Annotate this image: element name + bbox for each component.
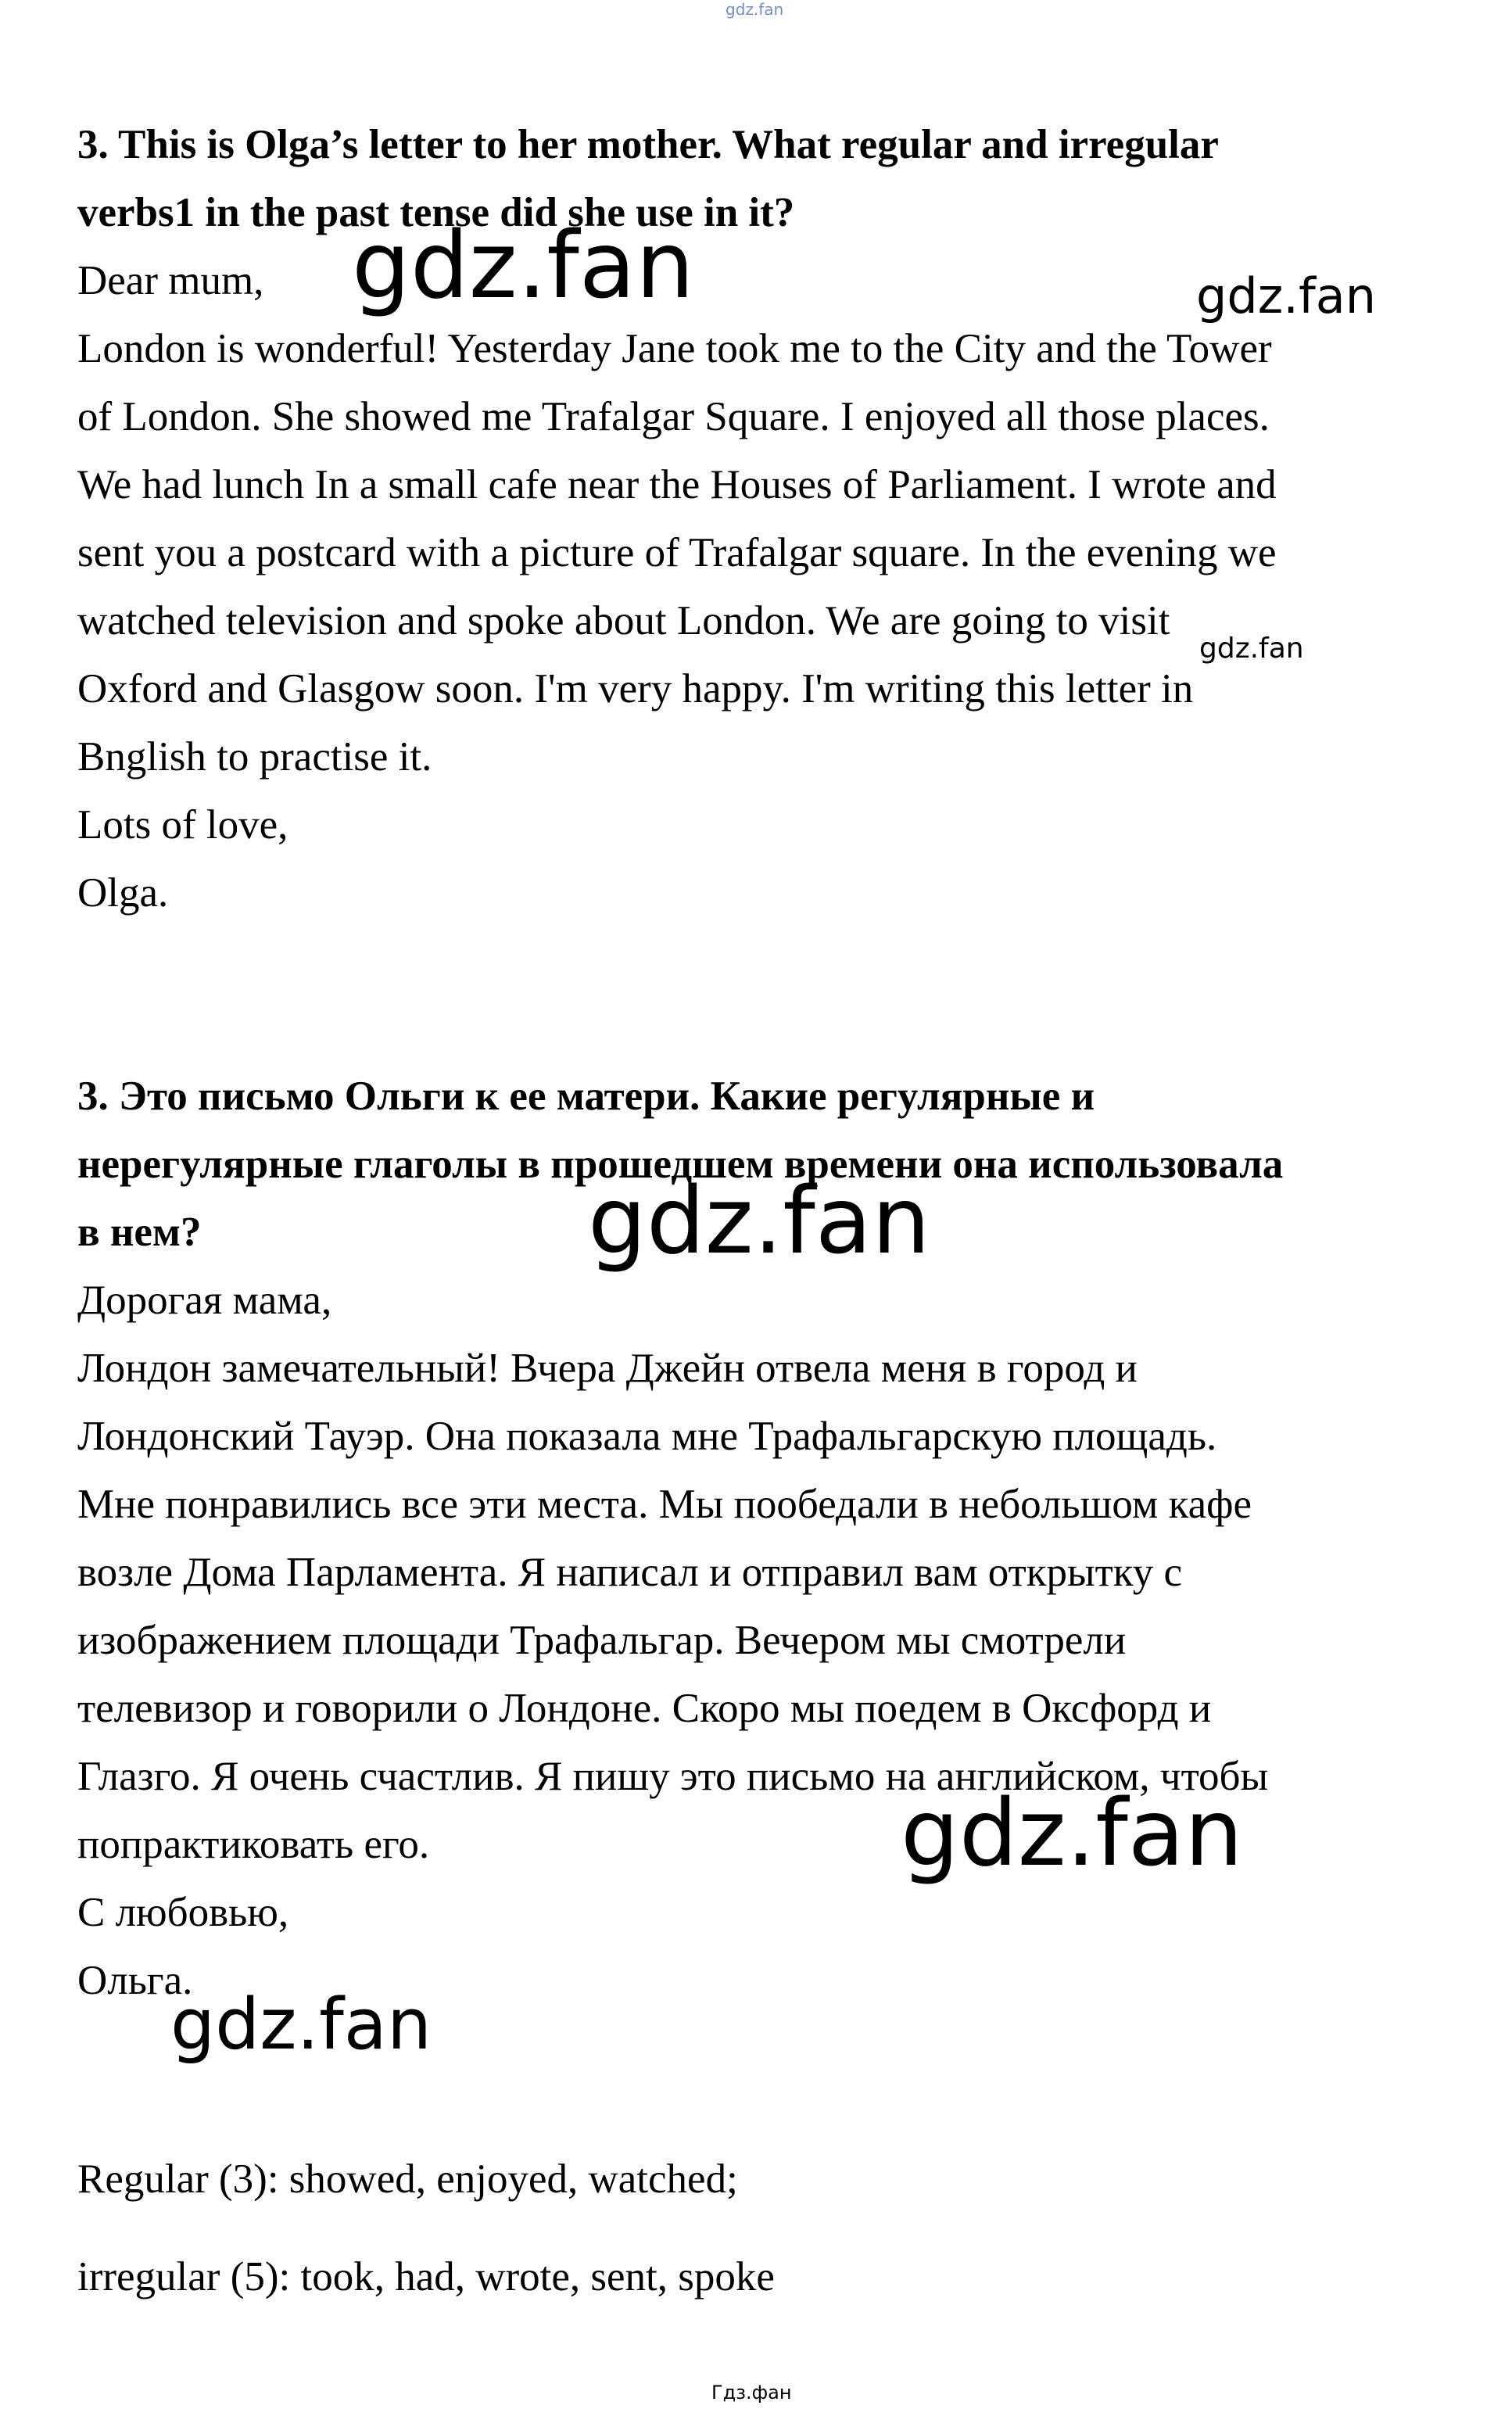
english-body-line-3: of London. She showed me Trafalgar Square. I enjoyed all those places. xyxy=(77,394,1270,439)
english-body-line-9: Lots of love, xyxy=(77,802,288,848)
english-body-line-4: We had lunch In a small cafe near the Houses of Parliament. I wrote and xyxy=(77,462,1277,507)
watermark-2: gdz.fan xyxy=(1196,267,1377,324)
footer-watermark: Гдз.фан xyxy=(711,2382,792,2403)
english-heading-line-2: verbs1 in the past tense did she use in it? xyxy=(77,190,795,235)
english-body-line-8: Bnglish to practise it. xyxy=(77,734,432,780)
watermark-1: gdz.fan xyxy=(352,211,694,319)
english-body-line-6: watched television and spoke about London. We are going to visit xyxy=(77,598,1170,643)
english-body-line-2: London is wonderful! Yesterday Jane took me to the City and the Tower xyxy=(77,326,1272,371)
russian-body-line-4: Мне понравились все эти места. Мы пообедали в небольшом кафе xyxy=(77,1482,1252,1527)
russian-heading-line-3: в нем? xyxy=(77,1210,202,1255)
russian-body-line-10: С любовью, xyxy=(77,1890,289,1935)
english-heading-line-1: 3. This is Olga’s letter to her mother. What regular and irregular xyxy=(77,122,1219,167)
russian-body-line-8: Глазго. Я очень счастлив. Я пишу это письмо на английском, чтобы xyxy=(77,1754,1269,1799)
english-body-line-1: Dear mum, xyxy=(77,258,264,303)
english-body-line-10: Olga. xyxy=(77,870,169,916)
answer-regular: Regular (3): showed, enjoyed, watched; xyxy=(77,2156,738,2202)
russian-body-line-2: Лондон замечательный! Вчера Джейн отвела меня в город и xyxy=(77,1346,1138,1391)
watermark-top: gdz.fan xyxy=(726,0,784,19)
russian-body-line-7: телевизор и говорили о Лондоне. Скоро мы поедем в Оксфорд и xyxy=(77,1686,1212,1731)
russian-body-line-5: возле Дома Парламента. Я написал и отправил вам открытку с xyxy=(77,1550,1183,1595)
english-body-line-5: sent you a postcard with a picture of Trafalgar square. In the evening we xyxy=(77,530,1277,575)
russian-body-line-3: Лондонский Тауэр. Она показала мне Трафальгарскую площадь. xyxy=(77,1414,1217,1459)
english-body-line-7: Oxford and Glasgow soon. I'm very happy. I'm writing this letter in xyxy=(77,666,1194,712)
watermark-3: gdz.fan xyxy=(1199,633,1304,665)
russian-body-line-1: Дорогая мама, xyxy=(77,1278,332,1323)
answer-irregular: irregular (5): took, had, wrote, sent, spoke xyxy=(77,2254,775,2300)
russian-heading-line-1: 3. Это письмо Ольги к ее матери. Какие регулярные и xyxy=(77,1074,1095,1119)
russian-body-line-6: изображением площади Трафальгар. Вечером мы смотрели xyxy=(77,1618,1127,1663)
watermark-6: gdz.fan xyxy=(170,1984,432,2066)
russian-body-line-9: попрактиковать его. xyxy=(77,1822,430,1867)
watermark-4: gdz.fan xyxy=(588,1167,930,1274)
watermark-5: gdz.fan xyxy=(901,1779,1243,1887)
russian-body-line-11: Ольга. xyxy=(77,1958,193,2003)
russian-heading-line-2: нерегулярные глаголы в прошедшем времени она использовала xyxy=(77,1142,1284,1187)
